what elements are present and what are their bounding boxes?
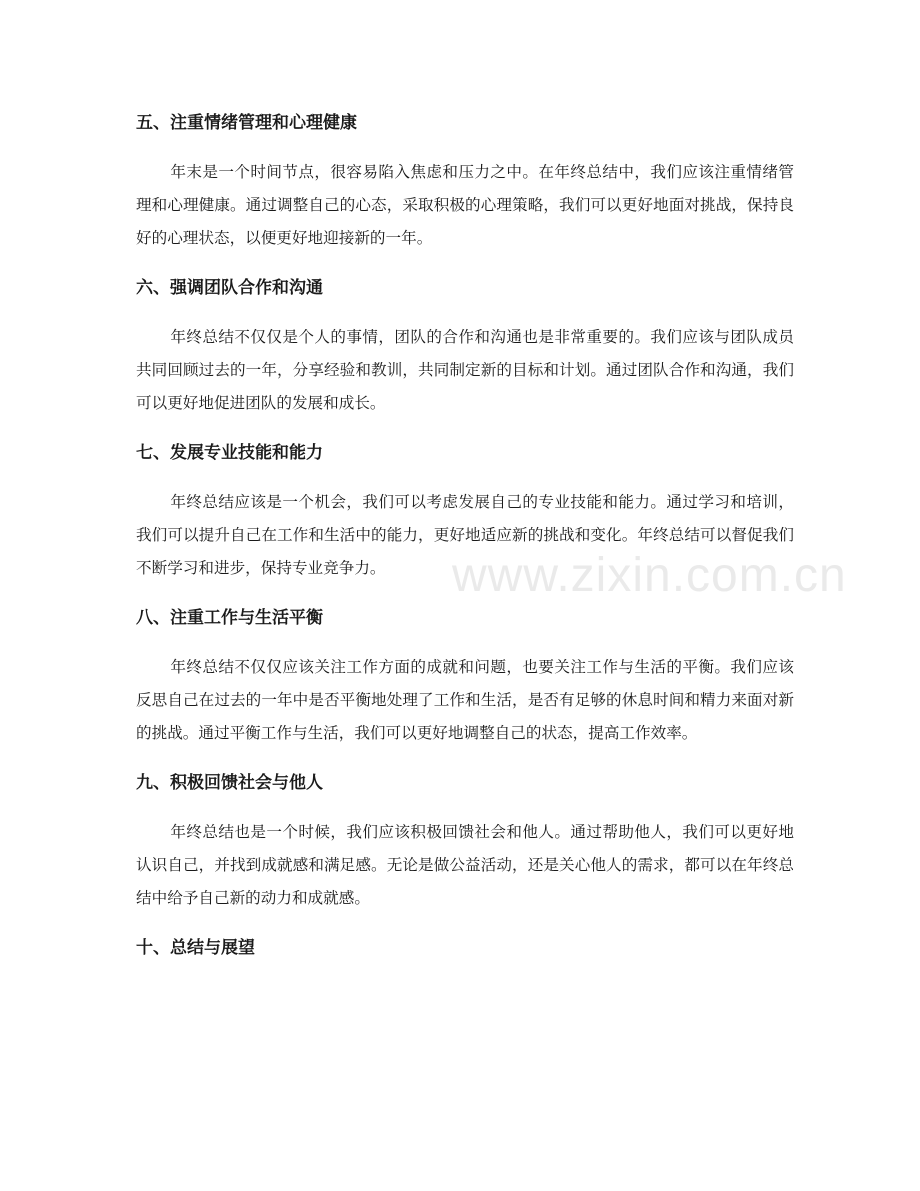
section-6 — [136, 273, 794, 420]
section-8 — [136, 603, 794, 750]
section-heading: 六、强调团队合作和沟通 — [136, 278, 323, 298]
section-9 — [136, 768, 794, 915]
section-paragraph: 年终总结应该是一个机会，我们可以考虑发展自己的专业技能和能力。通过学习和培训，我们可以提升自己在工作和生活中的能力，更好地适应新的挑战和变化。年终总结可以督促我们不断学习和进步，保持专业竞争力。 — [136, 493, 794, 577]
section-heading: 八、注重工作与生活平衡 — [136, 608, 323, 628]
document-content — [136, 108, 794, 963]
watermark: www.zixin.com.cn — [452, 549, 847, 602]
section-paragraph: 年末是一个时间节点，很容易陷入焦虑和压力之中。在年终总结中，我们应该注重情绪管理和心理健康。通过调整自己的心态，采取积极的心理策略，我们可以更好地面对挑战，保持良好的心理状态，以便更好地迎接新的一年。 — [136, 163, 794, 247]
section-paragraph: 年终总结不仅仅是个人的事情，团队的合作和沟通也是非常重要的。我们应该与团队成员共同回顾过去的一年，分享经验和教训，共同制定新的目标和计划。通过团队合作和沟通，我们可以更好地促进团队的发展和成长。 — [136, 328, 794, 412]
section-paragraph: 年终总结不仅仅应该关注工作方面的成就和问题，也要关注工作与生活的平衡。我们应该反思自己在过去的一年中是否平衡地处理了工作和生活，是否有足够的休息时间和精力来面对新的挑战。通过平衡工作与生活，我们可以更好地调整自己的状态，提高工作效率。 — [136, 658, 794, 742]
section-heading: 十、总结与展望 — [136, 938, 255, 958]
section-paragraph: 年终总结也是一个时候，我们应该积极回馈社会和他人。通过帮助他人，我们可以更好地认识自己，并找到成就感和满足感。无论是做公益活动，还是关心他人的需求，都可以在年终总结中给予自己新的动力和成就感。 — [136, 823, 794, 907]
section-heading: 七、发展专业技能和能力 — [136, 443, 323, 463]
section-10 — [136, 933, 794, 963]
section-heading: 九、积极回馈社会与他人 — [136, 773, 323, 793]
section-5 — [136, 108, 794, 255]
section-heading: 五、注重情绪管理和心理健康 — [136, 113, 357, 133]
